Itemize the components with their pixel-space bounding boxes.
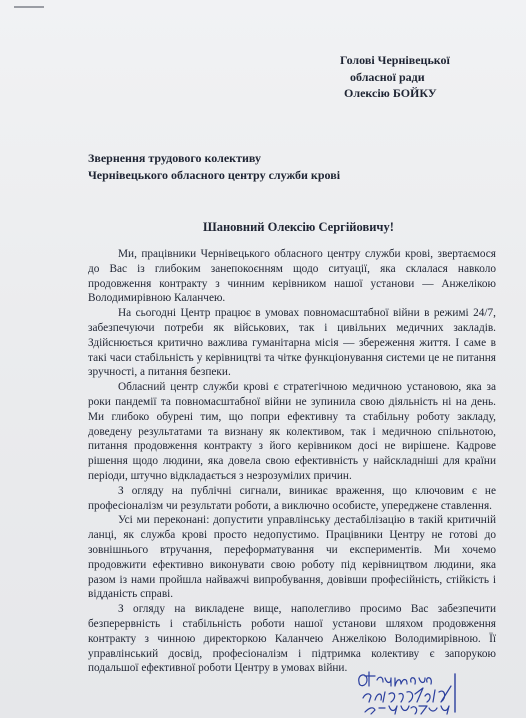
letter-body xyxy=(88,247,496,676)
addressee-line-3: Олексію БОЙКУ xyxy=(344,86,437,100)
subject-block xyxy=(88,150,340,183)
addressee-block xyxy=(340,52,520,102)
salutation: Шановний Олексію Сергійовичу! xyxy=(203,220,394,234)
signature-drawing xyxy=(355,668,485,716)
addressee-line-2: обласної ради xyxy=(350,69,425,84)
paragraph: Обласний центр служби крові є стратегічною медичною установою, яка за роки пандемії та повномасштабної війни не зупинила свою діяльність ні на день. Ми глибоко обурені тим, що попри ефективну та стабільну роботу закладу, доведену результатами та визнану як колективом, так і медичною спільнотою, питання продовження контракту з його керівником досі не вирішене. Кадрове рішення щодо людини, яка довела свою ефективність у найскладніші для країни періоди, штучно відкладається з незрозумілих причин. xyxy=(88,381,496,482)
paragraph: Ми, працівники Чернівецького обласного центру служби крові, звертаємося до Вас із глибоким занепокоєнням щодо ситуації, яка склалася навколо продовження контракту з чинним керівником нашої установи — Анжелікою Володимирівною Каланчею. xyxy=(88,248,496,305)
paragraph: З огляду на викладене вище, наполегливо просимо Вас забезпечити безперервність і стабільність роботи нашої установи шляхом продовження контракту з чинною директоркою Каланчею Анжелікою Володимирівною. Її управлінський досвід, професіоналізм і підтримка колективу є запорукою подальшої ефективної роботи Центру в умовах війни. xyxy=(88,603,496,675)
handwritten-signature xyxy=(355,668,485,716)
addressee-line-1: Голові Чернівецької xyxy=(340,53,450,67)
paragraph: З огляду на публічні сигнали, виникає враження, що ключовим є не професіоналізм чи результати роботи, а виключно особисте, упереджене ставлення. xyxy=(88,484,496,512)
paragraph: На сьогодні Центр працює в умовах повномасштабної війни в режимі 24/7, забезпечуючи потреби як військових, так і цивільних медичних закладів. Здійснюється критично важлива гуманітарна місія — збереження життя. І саме в такі часи стабільність у керівництві та чітке функціонування системи це не питання зручності, а питання безпеки. xyxy=(88,307,496,379)
binder-mark xyxy=(14,0,44,8)
subject-line-1: Звернення трудового колективу xyxy=(88,151,261,165)
paragraph: Усі ми переконані: допустити управлінську дестабілізацію в такій критичній ланці, як служба крові просто недопустимо. Працівники Центру не готові до зовнішнього втручання, переформатування чи експериментів. Ми хочемо продовжити ефективно виконувати свою роботу під керівництвом людини, яка разом із нами пройшла найважчі випробування, довівши професійність, стійкість і відданість справі. xyxy=(88,514,496,601)
subject-line-2: Чернівецького обласного центру служби крові xyxy=(88,167,341,182)
